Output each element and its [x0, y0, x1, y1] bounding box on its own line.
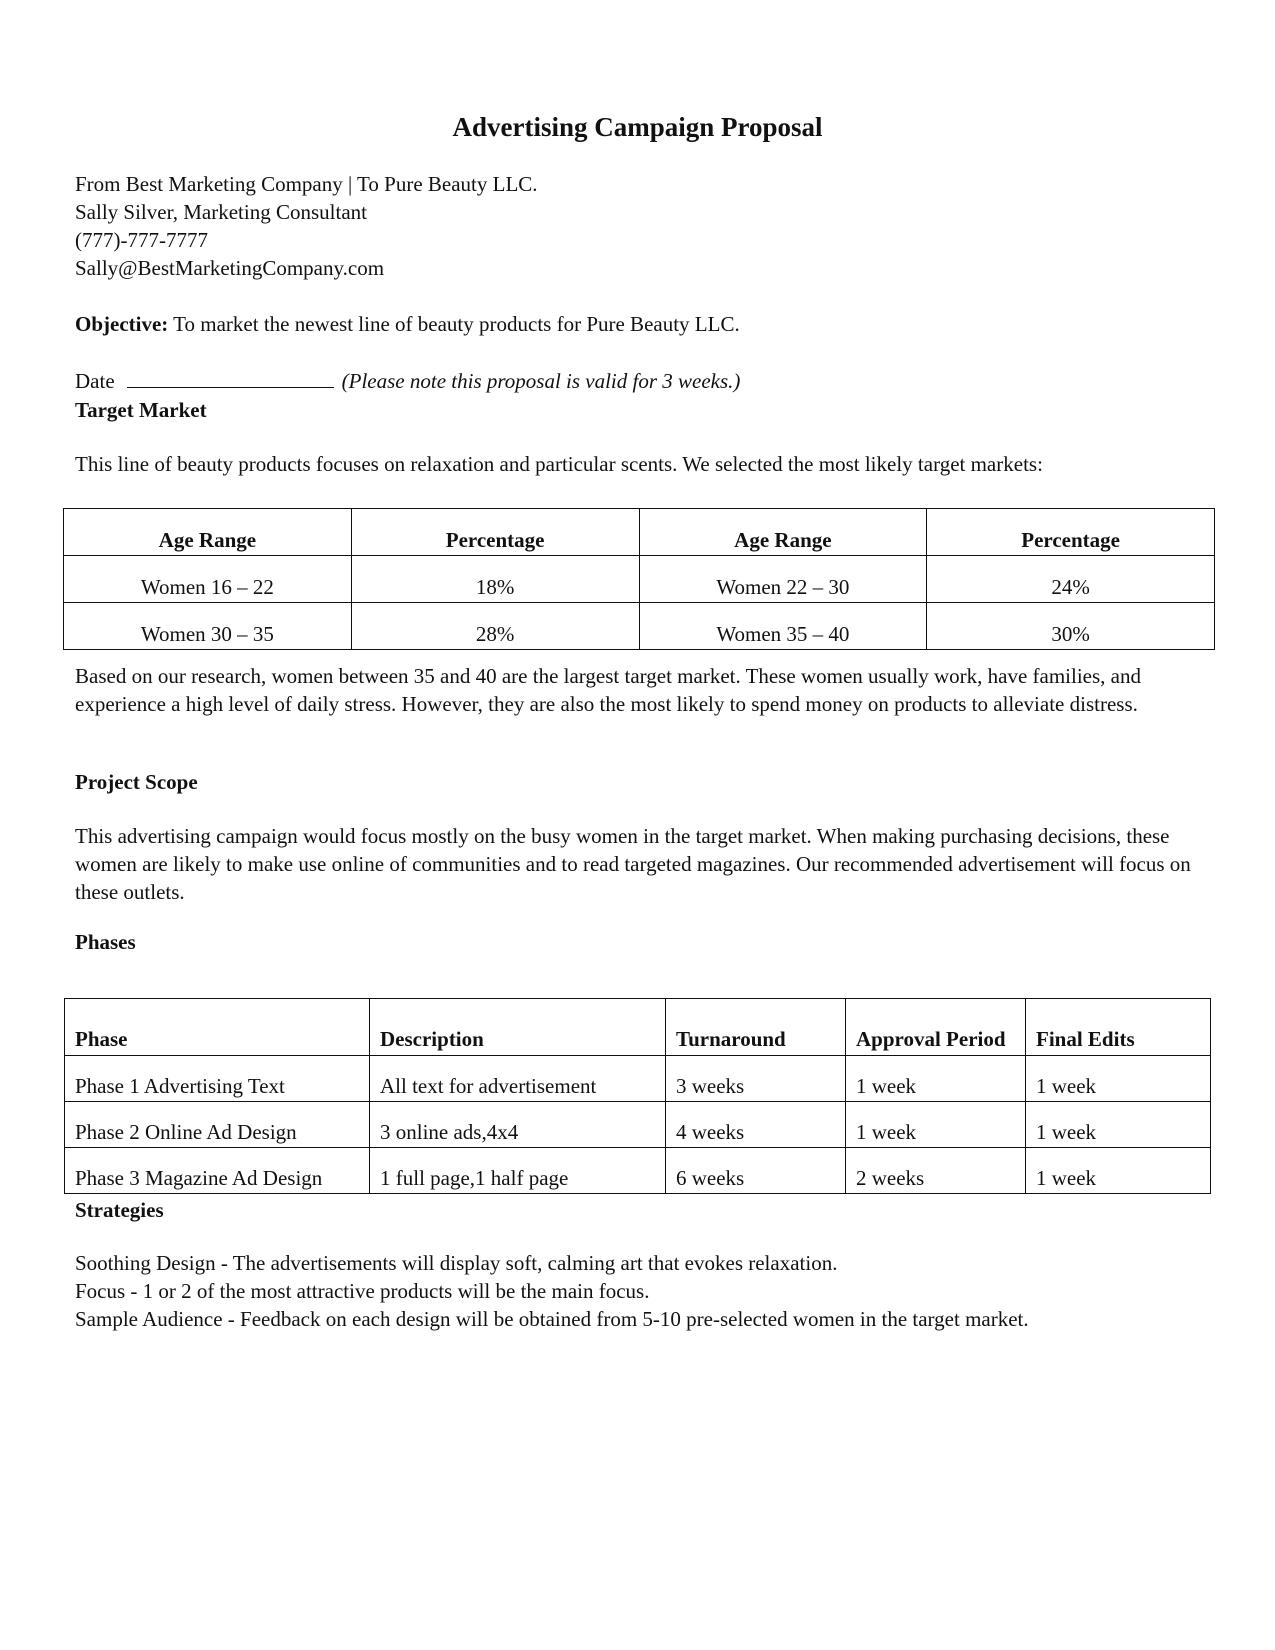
column-header: Approval Period	[846, 999, 1026, 1056]
contact-phone: (777)-777-7777	[75, 228, 208, 252]
date-label: Date	[75, 369, 115, 393]
objective-text: To market the newest line of beauty products for Pure Beauty LLC.	[168, 312, 740, 336]
table-cell: 2 weeks	[846, 1148, 1026, 1194]
column-header: Final Edits	[1026, 999, 1211, 1056]
column-header: Description	[370, 999, 666, 1056]
table-cell: 1 week	[1026, 1148, 1211, 1194]
phases-heading: Phases	[75, 930, 136, 954]
project-scope-text: This advertising campaign would focus mostly on the busy women in the target market. When making purchasing decisions, these women are likely to make use online of communities and to read targeted magazines. Our recommended advertisement will focus on these outlets.	[75, 824, 1191, 904]
table-cell: 1 week	[1026, 1102, 1211, 1148]
table-row	[65, 1056, 1211, 1102]
column-header: Percentage	[927, 509, 1215, 556]
table-row	[64, 556, 1215, 603]
table-cell: 3 online ads,4x4	[370, 1102, 666, 1148]
table-row	[64, 603, 1215, 650]
table-cell: Women 22 – 30	[639, 556, 927, 603]
date-line	[75, 367, 740, 395]
table-row	[65, 1102, 1211, 1148]
strategies-heading: Strategies	[75, 1198, 164, 1222]
table-cell: 28%	[351, 603, 639, 650]
strategy-item: Soothing Design - The advertisements will display soft, calming art that evokes relaxation.	[75, 1251, 838, 1275]
column-header: Percentage	[351, 509, 639, 556]
table-cell: Phase 2 Online Ad Design	[65, 1102, 370, 1148]
target-market-intro: This line of beauty products focuses on relaxation and particular scents. We selected the most likely target markets:	[75, 452, 1043, 476]
target-market-table	[63, 508, 1215, 650]
phases-table	[64, 998, 1211, 1194]
table-cell: Women 30 – 35	[64, 603, 352, 650]
column-header: Turnaround	[666, 999, 846, 1056]
date-note: (Please note this proposal is valid for 3 weeks.)	[341, 369, 741, 393]
target-market-analysis: Based on our research, women between 35 and 40 are the largest target market. These women usually work, have families, and experience a high level of daily stress. However, they are also the most likely to spend money on products to alleviate distress.	[75, 664, 1141, 716]
table-cell: 4 weeks	[666, 1102, 846, 1148]
strategy-item: Focus - 1 or 2 of the most attractive products will be the main focus.	[75, 1279, 650, 1303]
column-header: Phase	[65, 999, 370, 1056]
table-cell: 6 weeks	[666, 1148, 846, 1194]
table-cell: 1 full page,1 half page	[370, 1148, 666, 1194]
project-scope-heading: Project Scope	[75, 770, 198, 794]
objective	[75, 310, 740, 338]
table-cell: 18%	[351, 556, 639, 603]
table-cell: 1 week	[846, 1056, 1026, 1102]
strategy-item: Sample Audience - Feedback on each design will be obtained from 5-10 pre-selected women in the target market.	[75, 1307, 1029, 1331]
table-cell: Women 35 – 40	[639, 603, 927, 650]
table-cell: Women 16 – 22	[64, 556, 352, 603]
table-cell: Phase 3 Magazine Ad Design	[65, 1148, 370, 1194]
column-header: Age Range	[64, 509, 352, 556]
table-cell: 1 week	[846, 1102, 1026, 1148]
from-line: From Best Marketing Company | To Pure Beauty LLC.	[75, 172, 538, 196]
table-cell: Phase 1 Advertising Text	[65, 1056, 370, 1102]
table-cell: 3 weeks	[666, 1056, 846, 1102]
column-header: Age Range	[639, 509, 927, 556]
contact-email: Sally@BestMarketingCompany.com	[75, 256, 385, 280]
table-header-row	[64, 509, 1215, 556]
table-header-row	[65, 999, 1211, 1056]
date-blank-field	[127, 367, 334, 388]
table-cell: 1 week	[1026, 1056, 1211, 1102]
target-market-heading: Target Market	[75, 398, 207, 422]
table-cell: All text for advertisement	[370, 1056, 666, 1102]
table-cell: 24%	[927, 556, 1215, 603]
objective-label: Objective:	[75, 312, 169, 336]
table-cell: 30%	[927, 603, 1215, 650]
table-row	[65, 1148, 1211, 1194]
contact-name: Sally Silver, Marketing Consultant	[75, 200, 367, 224]
document-title: Advertising Campaign Proposal	[452, 112, 823, 142]
